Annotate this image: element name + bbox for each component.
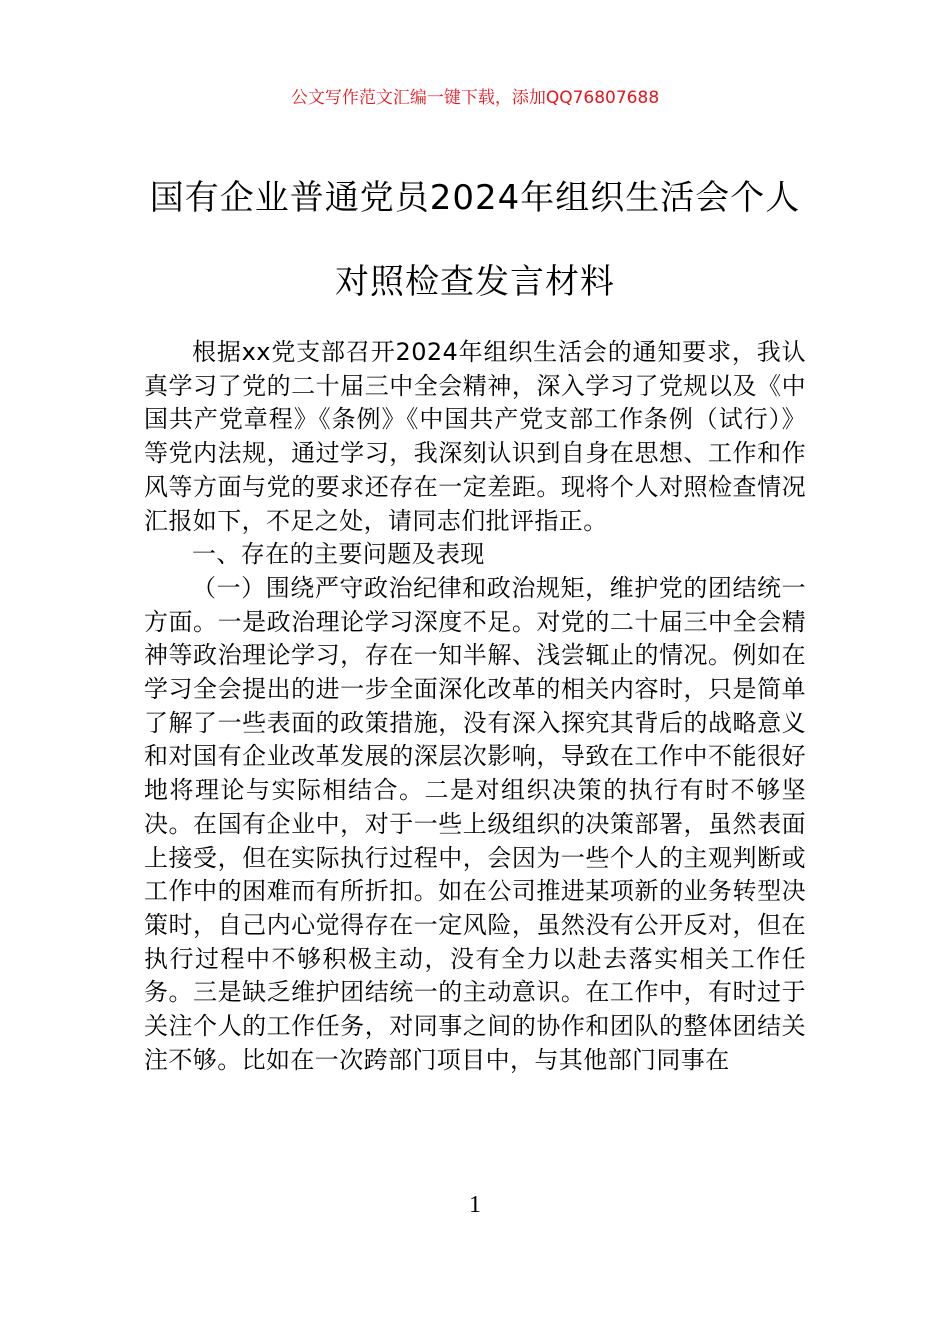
intro-paragraph: 根据xx党支部召开2024年组织生活会的通知要求，我认真学习了党的二十届三中全会精神，深入学习了党规以及《中国共产党章程》《条例》《中国共产党支部工作条例（试行）》等党内法规，通过学习，我深刻认识到自身在思想、工作和作风等方面与党的要求还存在一定差距。现将个人对照检查情况汇报如下，不足之处，请同志们批评指正。 <box>144 338 806 535</box>
title-line-2: 对照检查发言材料 <box>335 262 615 302</box>
page-number: 1 <box>469 1192 481 1218</box>
document-body <box>144 336 806 1077</box>
title-line-1: 国有企业普通党员2024年组织生活会个人 <box>149 178 801 218</box>
section-heading: 一、存在的主要问题及表现 <box>192 540 485 569</box>
body-paragraph: （一）围绕严守政治纪律和政治规矩，维护党的团结统一方面。一是政治理论学习深度不足。对党的二十届三中全会精神等政治理论学习，存在一知半解、浅尝辄止的情况。例如在学习全会提出的进一步全面深化改革的相关内容时，只是简单了解了一些表面的政策措施，没有深入探究其背后的战略意义和对国有企业改革发展的深层次影响，导致在工作中不能很好地将理论与实际相结合。二是对组织决策的执行有时不够坚决。在国有企业中，对于一些上级组织的决策部署，虽然表面上接受，但在实际执行过程中，会因为一些个人的主观判断或工作中的困难而有所折扣。如在公司推进某项新的业务转型决策时，自己内心觉得存在一定风险，虽然没有公开反对，但在执行过程中不够积极主动，没有全力以赴去落实相关工作任务。三是缺乏维护团结统一的主动意识。在工作中，有时过于关注个人的工作任务，对同事之间的协作和团队的整体团结关注不够。比如在一次跨部门项目中，与其他部门同事在 <box>144 573 806 1074</box>
download-promo-note: 公文写作范文汇编一键下载，添加QQ76807688 <box>290 88 660 108</box>
document-title <box>130 170 820 310</box>
